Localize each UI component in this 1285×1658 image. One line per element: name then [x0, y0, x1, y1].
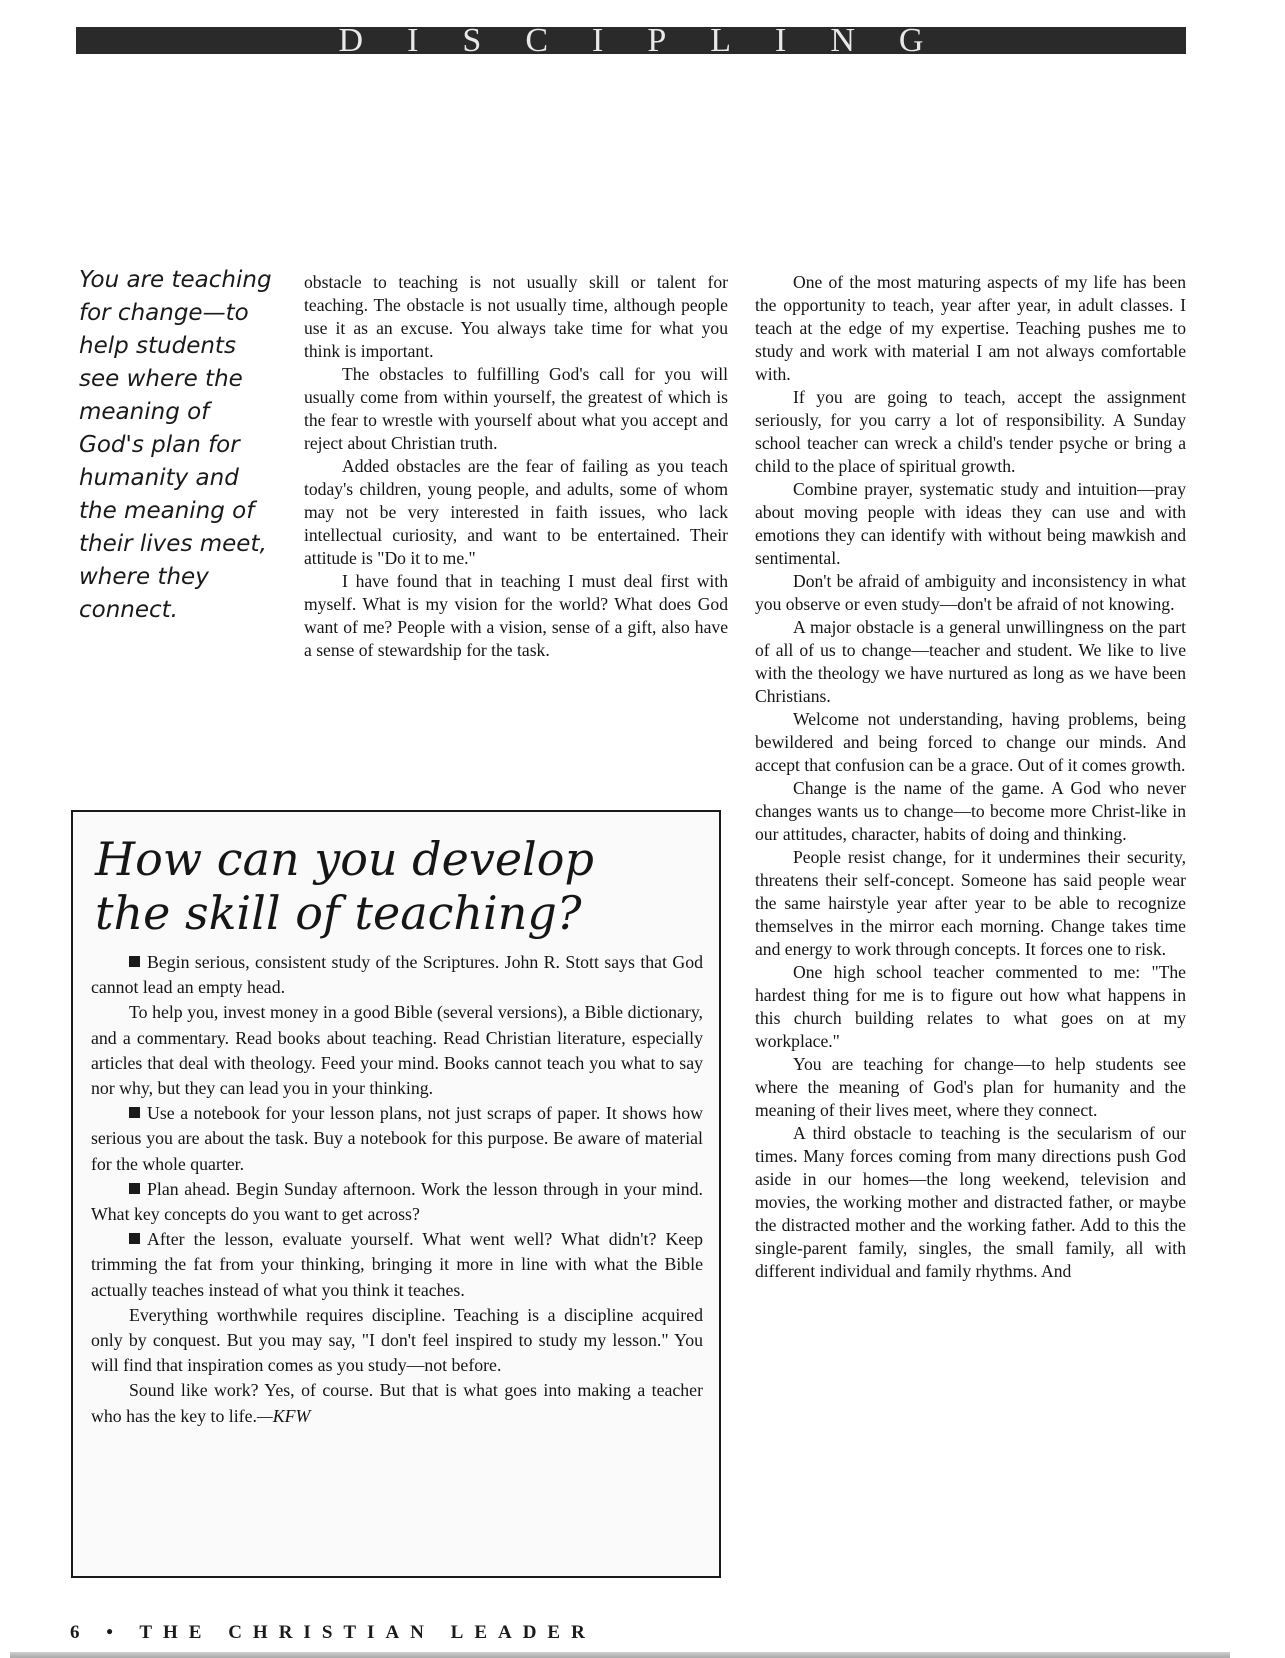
sidebar-paragraph: To help you, invest money in a good Bible (several versions), a Bible dictionary, and a commentary. Read books about teaching. Read Christian literature, especially articles that deal with theology. Feed your mind. Books cannot teach you what to say nor why, but they can lead you in your thinking. [91, 1002, 703, 1099]
sidebar-paragraph: Begin serious, consistent study of the Scriptures. John R. Stott says that God cannot lead an empty head. [91, 952, 703, 998]
sidebar-box [71, 810, 721, 1578]
square-bullet-icon [129, 1107, 140, 1118]
sidebar-paragraph: Use a notebook for your lesson plans, not just scraps of paper. It shows how serious you are about the task. Buy a notebook for this purpose. Be aware of material for the whole quarter. [91, 1103, 703, 1174]
body-paragraph: You are teaching for change—to help students see where the meaning of God's plan for humanity and the meaning of their lives meet, where they connect. [755, 1054, 1186, 1120]
sidebar-paragraph: Sound like work? Yes, of course. But that is what goes into making a teacher who has the key to life.—KFW [91, 1380, 703, 1426]
right-column [755, 271, 1186, 1283]
sidebar-paragraph: Everything worthwhile requires discipline. Teaching is a discipline acquired only by conquest. But you may say, "I don't feel inspired to study my lesson." You will find that inspiration comes as you study—not before. [91, 1304, 703, 1376]
body-paragraph: One high school teacher commented to me: "The hardest thing for me is to figure out how what happens in this church building relates to what goes on at my workplace." [755, 962, 1186, 1051]
page-footer [70, 1622, 596, 1644]
body-paragraph: Combine prayer, systematic study and intuition—pray about moving people with ideas they can use and with emotions they can identify with without being mawkish and sentimental. [755, 479, 1186, 568]
body-paragraph: Change is the name of the game. A God who never changes wants us to change—to become more Christ-like in our attitudes, character, habits of doing and thinking. [755, 778, 1186, 844]
pull-quote: You are teaching for change—to help students see where the meaning of God's plan for humanity and the meaning of their lives meet, where they connect. [79, 267, 272, 623]
page-number: 6 [70, 1622, 91, 1643]
square-bullet-icon [129, 1233, 140, 1244]
body-paragraph: People resist change, for it undermines their security, threatens their self-concept. Someone has said people wear the same hairstyle year after year to be able to recognize themselves in the mirror each morning. Change takes time and energy to work through concepts. It forces one to risk. [755, 847, 1186, 959]
body-paragraph: I have found that in teaching I must deal first with myself. What is my vision for the world? What does God want of me? People with a vision, sense of a gift, also have a sense of stewardship for the task. [304, 571, 728, 660]
body-paragraph: A major obstacle is a general unwillingness on the part of all of us to change—teacher and student. We like to live with the theology we have nurtured as long as we have been Christians. [755, 617, 1186, 706]
sidebar-paragraph: Plan ahead. Begin Sunday afternoon. Work the lesson through in your mind. What key concepts do you want to get across? [91, 1178, 703, 1225]
body-paragraph: Added obstacles are the fear of failing as you teach today's children, young people, and adults, some of whom may not be very interested in faith issues, who lack intellectual curiosity, and want to be entertained. Their attitude is "Do it to me." [304, 456, 728, 568]
sidebar-paragraph: After the lesson, evaluate yourself. What went well? What didn't? Keep trimming the fat from your thinking, bringing it more in line with what the Bible actually teaches instead of what you think it teaches. [91, 1229, 703, 1300]
section-banner: DISCIPLING [76, 27, 1186, 54]
body-paragraph: obstacle to teaching is not usually skill or talent for teaching. The obstacle is not usually time, although people use it as an excuse. You always take time for what you think is important. [304, 272, 728, 361]
body-paragraph: One of the most maturing aspects of my life has been the opportunity to teach, year after year, in adult classes. I teach at the edge of my expertise. Teaching pushes me to study and work with material I am not always comfortable with. [755, 272, 1186, 384]
sidebar-title-line2: the skill of teaching? [95, 886, 582, 940]
sidebar-body [91, 950, 703, 1429]
footer-separator: • [106, 1622, 124, 1643]
middle-column [304, 271, 728, 662]
square-bullet-icon [129, 956, 140, 967]
publication-name: THE CHRISTIAN LEADER [139, 1622, 596, 1643]
body-paragraph: Don't be afraid of ambiguity and inconsistency in what you observe or even study—don't be afraid of not knowing. [755, 571, 1186, 614]
sidebar-title-line1: How can you develop [95, 832, 594, 886]
square-bullet-icon [129, 1183, 140, 1194]
footer-rule [10, 1652, 1230, 1658]
body-paragraph: The obstacles to fulfilling God's call for you will usually come from within yourself, the greatest of which is the fear to wrestle with yourself about what you accept and reject about Christian truth. [304, 364, 728, 453]
author-signature: —KFW [256, 1405, 311, 1426]
body-paragraph: Welcome not understanding, having problems, being bewildered and being forced to change our minds. And accept that confusion can be a grace. Out of it comes growth. [755, 709, 1186, 775]
body-paragraph: A third obstacle to teaching is the secularism of our times. Many forces coming from many directions push God aside in our homes—the long weekend, television and movies, the working mother and distracted father, or maybe the distracted mother and the working father. Add to this the single-parent family, singles, the small family, all with different individual and family rhythms. And [755, 1123, 1186, 1281]
body-paragraph: If you are going to teach, accept the assignment seriously, for you carry a lot of responsibility. A Sunday school teacher can wreck a child's tender psyche or bring a child to the place of spiritual growth. [755, 387, 1186, 476]
sidebar-title [95, 832, 705, 940]
